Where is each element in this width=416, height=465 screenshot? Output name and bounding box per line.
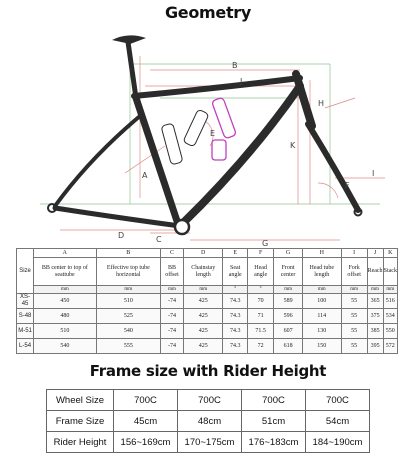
size-cell: L-54 xyxy=(17,339,34,354)
column-header: BB offset xyxy=(161,258,184,286)
table-cell: 48cm xyxy=(178,411,242,432)
table-cell: 510 xyxy=(96,294,160,309)
table-cell: 114 xyxy=(302,309,341,324)
column-unit: ° xyxy=(247,286,273,294)
table-row xyxy=(47,432,370,453)
table-cell: 365 xyxy=(367,294,383,309)
label-d: D xyxy=(118,231,125,240)
row-label: Wheel Size xyxy=(47,390,114,411)
column-unit: mm xyxy=(96,286,160,294)
geometry-table xyxy=(16,248,398,354)
column-letter: B xyxy=(96,249,160,258)
table-cell: -74 xyxy=(161,309,184,324)
table-cell: 74.3 xyxy=(223,324,247,339)
table-cell: 74.3 xyxy=(223,309,247,324)
column-letter: I xyxy=(341,249,367,258)
column-unit: mm xyxy=(183,286,223,294)
table-cell: 176~183cm xyxy=(242,432,306,453)
table-cell: 55 xyxy=(341,324,367,339)
table-cell: 385 xyxy=(367,324,383,339)
table-cell: 700C xyxy=(306,390,370,411)
column-header: Head tube length xyxy=(302,258,341,286)
table-cell: -74 xyxy=(161,324,184,339)
frame-size-table xyxy=(46,389,370,453)
table-cell: 572 xyxy=(383,339,397,354)
column-header: Effective top tube horizontal xyxy=(96,258,160,286)
table-cell: 425 xyxy=(183,324,223,339)
table-cell: 525 xyxy=(96,309,160,324)
size-cell: S-48 xyxy=(17,309,34,324)
label-j: J xyxy=(240,77,243,86)
bottom-bracket xyxy=(175,220,189,234)
table-cell: 516 xyxy=(383,294,397,309)
bike-frame xyxy=(48,42,362,226)
table-cell: 618 xyxy=(274,339,302,354)
size-header: Size xyxy=(17,249,34,294)
table-row xyxy=(47,390,370,411)
table-cell: 534 xyxy=(383,309,397,324)
column-letter: H xyxy=(302,249,341,258)
table-cell: 55 xyxy=(341,294,367,309)
table-cell: 395 xyxy=(367,339,383,354)
table-cell: 51cm xyxy=(242,411,306,432)
label-i: I xyxy=(372,169,375,178)
label-k: K xyxy=(290,141,296,150)
column-letter: F xyxy=(247,249,273,258)
table-cell: 450 xyxy=(34,294,97,309)
column-header: Fork offset xyxy=(341,258,367,286)
table-cell: 700C xyxy=(114,390,178,411)
table-row xyxy=(47,411,370,432)
table-cell: 100 xyxy=(302,294,341,309)
column-letter: G xyxy=(274,249,302,258)
table-cell: 55 xyxy=(341,309,367,324)
table-cell: 607 xyxy=(274,324,302,339)
frame-diagram xyxy=(0,28,416,246)
column-unit-row xyxy=(17,286,398,294)
column-letter: J xyxy=(367,249,383,258)
table-cell: 480 xyxy=(34,309,97,324)
table-row xyxy=(17,324,398,339)
table-cell: 45cm xyxy=(114,411,178,432)
label-g: G xyxy=(262,239,269,246)
size-cell: M-51 xyxy=(17,324,34,339)
column-unit: mm xyxy=(302,286,341,294)
label-c: C xyxy=(156,235,162,244)
water-bottle-icon xyxy=(161,97,236,165)
table-row xyxy=(17,339,398,354)
column-unit: mm xyxy=(383,286,397,294)
table-row xyxy=(17,309,398,324)
column-header: Front center xyxy=(274,258,302,286)
table-cell: 156~169cm xyxy=(114,432,178,453)
column-header: Head angle xyxy=(247,258,273,286)
table-cell: 700C xyxy=(178,390,242,411)
table-cell: 589 xyxy=(274,294,302,309)
table-cell: 71.5 xyxy=(247,324,273,339)
saddle xyxy=(112,35,146,44)
table-row xyxy=(17,294,398,309)
table-cell: 170~175cm xyxy=(178,432,242,453)
label-f: F xyxy=(345,181,350,190)
column-letter: E xyxy=(223,249,247,258)
label-h: H xyxy=(318,99,325,108)
table-cell: 74.3 xyxy=(223,294,247,309)
column-header: BB center to top of seattube xyxy=(34,258,97,286)
column-header: Stack xyxy=(383,258,397,286)
column-header-row xyxy=(17,258,398,286)
table-cell: 540 xyxy=(34,339,97,354)
column-letter: D xyxy=(183,249,223,258)
column-header: Chainstay length xyxy=(183,258,223,286)
geometry-title: Geometry xyxy=(164,3,252,22)
table-cell: 425 xyxy=(183,339,223,354)
label-e: E xyxy=(210,129,216,138)
table-cell: 130 xyxy=(302,324,341,339)
column-unit: ° xyxy=(223,286,247,294)
table-cell: 74.3 xyxy=(223,339,247,354)
table-cell: 55 xyxy=(341,339,367,354)
table-cell: 425 xyxy=(183,294,223,309)
size-cell: XS-45 xyxy=(17,294,34,309)
column-letter-row xyxy=(17,249,398,258)
label-b: B xyxy=(232,61,238,70)
column-unit: mm xyxy=(34,286,97,294)
row-label: Frame Size xyxy=(47,411,114,432)
table-cell: 596 xyxy=(274,309,302,324)
column-header: Reach xyxy=(367,258,383,286)
table-cell: 150 xyxy=(302,339,341,354)
row-label: Rider Height xyxy=(47,432,114,453)
table-cell: 72 xyxy=(247,339,273,354)
table-cell: 700C xyxy=(242,390,306,411)
column-unit: mm xyxy=(341,286,367,294)
column-unit: mm xyxy=(367,286,383,294)
table-cell: 425 xyxy=(183,309,223,324)
table-cell: 71 xyxy=(247,309,273,324)
table-cell: 70 xyxy=(247,294,273,309)
label-a: A xyxy=(142,171,148,180)
table-cell: 54cm xyxy=(306,411,370,432)
column-letter: A xyxy=(34,249,97,258)
column-header: Seat angle xyxy=(223,258,247,286)
table-cell: 375 xyxy=(367,309,383,324)
column-unit: mm xyxy=(274,286,302,294)
table-cell: 184~190cm xyxy=(306,432,370,453)
table-cell: 550 xyxy=(383,324,397,339)
table-cell: 555 xyxy=(96,339,160,354)
column-letter: C xyxy=(161,249,184,258)
column-letter: K xyxy=(383,249,397,258)
column-unit: mm xyxy=(161,286,184,294)
table-cell: 510 xyxy=(34,324,97,339)
table-cell: -74 xyxy=(161,339,184,354)
table-cell: -74 xyxy=(161,294,184,309)
size-title: Frame size with Rider Height xyxy=(89,362,327,380)
table-cell: 540 xyxy=(96,324,160,339)
